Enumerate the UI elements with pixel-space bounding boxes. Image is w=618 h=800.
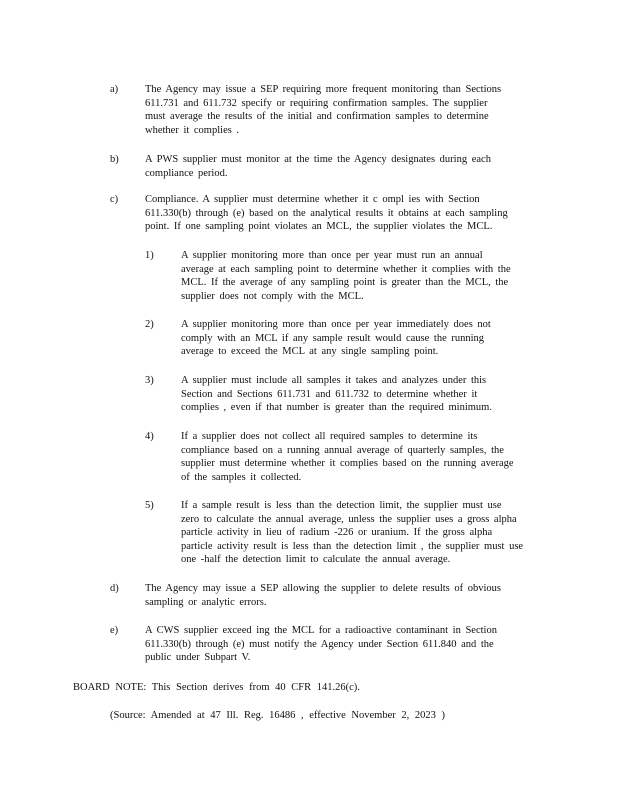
paragraph-label: 3): [145, 375, 154, 386]
paragraph-line: comply with an MCL if any sample result would cause the running: [181, 332, 485, 344]
source-note: (Source: Amended at 47 Ill. Reg. 16486 , effective November 2, 2023 ): [110, 710, 445, 721]
paragraph-line: MCL. If the average of any sampling point is greater than the MCL, the: [181, 277, 509, 289]
paragraph-line: If a supplier does not collect all required samples to determine its: [181, 431, 478, 442]
subsection-label: b): [110, 154, 119, 165]
paragraph-line: 611.330(b) through (e) must notify the Agency under Section 611.840 and the: [145, 638, 494, 650]
paragraph-label: 1): [145, 250, 154, 261]
paragraph-line: A supplier must include all samples it takes and analyzes under this: [181, 375, 487, 386]
board-note: BOARD NOTE: This Section derives from 40 CFR 141.26(c).: [73, 682, 360, 693]
paragraph-line: Section and Sections 611.731 and 611.732 to determine whether it: [181, 388, 478, 400]
subsection-label: a): [110, 84, 119, 95]
paragraph-line: 611.330(b) through (e) based on the analytical results it obtains at each sampling: [145, 207, 508, 219]
paragraph-line: must average the results of the initial and confirmation samples to determine: [145, 111, 489, 123]
paragraph-label: 5): [145, 500, 154, 511]
paragraph-line: whether it complies .: [145, 124, 240, 136]
paragraph-line: supplier must determine whether it complies based on the running average: [181, 458, 514, 470]
paragraph-line: particle activity result is less than the detection limit , the supplier must use: [181, 540, 524, 552]
paragraph-label: 2): [145, 319, 154, 330]
paragraph-line: If a sample result is less than the detection limit, the supplier must use: [181, 500, 502, 511]
paragraph-label: 4): [145, 431, 154, 442]
paragraph-line: complies , even if that number is greater than the required minimum.: [181, 402, 492, 414]
paragraph-line: sampling or analytic errors.: [145, 596, 267, 608]
paragraph-line: of the samples it collected.: [181, 471, 302, 483]
paragraph-line: A PWS supplier must monitor at the time the Agency designates during each: [145, 154, 491, 165]
paragraph-line: Compliance. A supplier must determine whether it c ompl ies with Section: [145, 194, 480, 205]
paragraph-line: compliance based on a running annual average of quarterly samples, the: [181, 444, 504, 456]
paragraph-line: one -half the detection limit to calculate the annual average.: [181, 554, 451, 566]
paragraph-line: particle activity in lieu of radium -226 or uranium. If the gross alpha: [181, 527, 493, 539]
paragraph-line: point. If one sampling point violates an MCL, the supplier violates the MCL.: [145, 221, 493, 233]
paragraph-line: compliance period.: [145, 167, 228, 179]
paragraph-line: zero to calculate the annual average, unless the supplier uses a gross alpha: [181, 513, 517, 525]
paragraph-line: average at each sampling point to determine whether it complies with the: [181, 263, 511, 275]
paragraph-line: The Agency may issue a SEP allowing the supplier to delete results of obvious: [145, 583, 502, 594]
subsection-label: c): [110, 194, 119, 205]
paragraph-line: The Agency may issue a SEP requiring more frequent monitoring than Sections: [145, 84, 502, 95]
paragraph-line: 611.731 and 611.732 specify or requiring confirmation samples. The supplier: [145, 97, 488, 109]
subsection-label: d): [110, 583, 119, 594]
paragraph-line: supplier does not comply with the MCL.: [181, 290, 364, 302]
paragraph-line: average to exceed the MCL at any single sampling point.: [181, 346, 439, 358]
paragraph-line: public under Subpart V.: [145, 652, 251, 664]
paragraph-line: A supplier monitoring more than once per year must run an annual: [181, 250, 483, 261]
paragraph-line: A supplier monitoring more than once per year immediately does not: [181, 319, 491, 330]
subsection-label: e): [110, 625, 119, 636]
paragraph-line: A CWS supplier exceed ing the MCL for a radioactive contaminant in Section: [145, 625, 497, 636]
